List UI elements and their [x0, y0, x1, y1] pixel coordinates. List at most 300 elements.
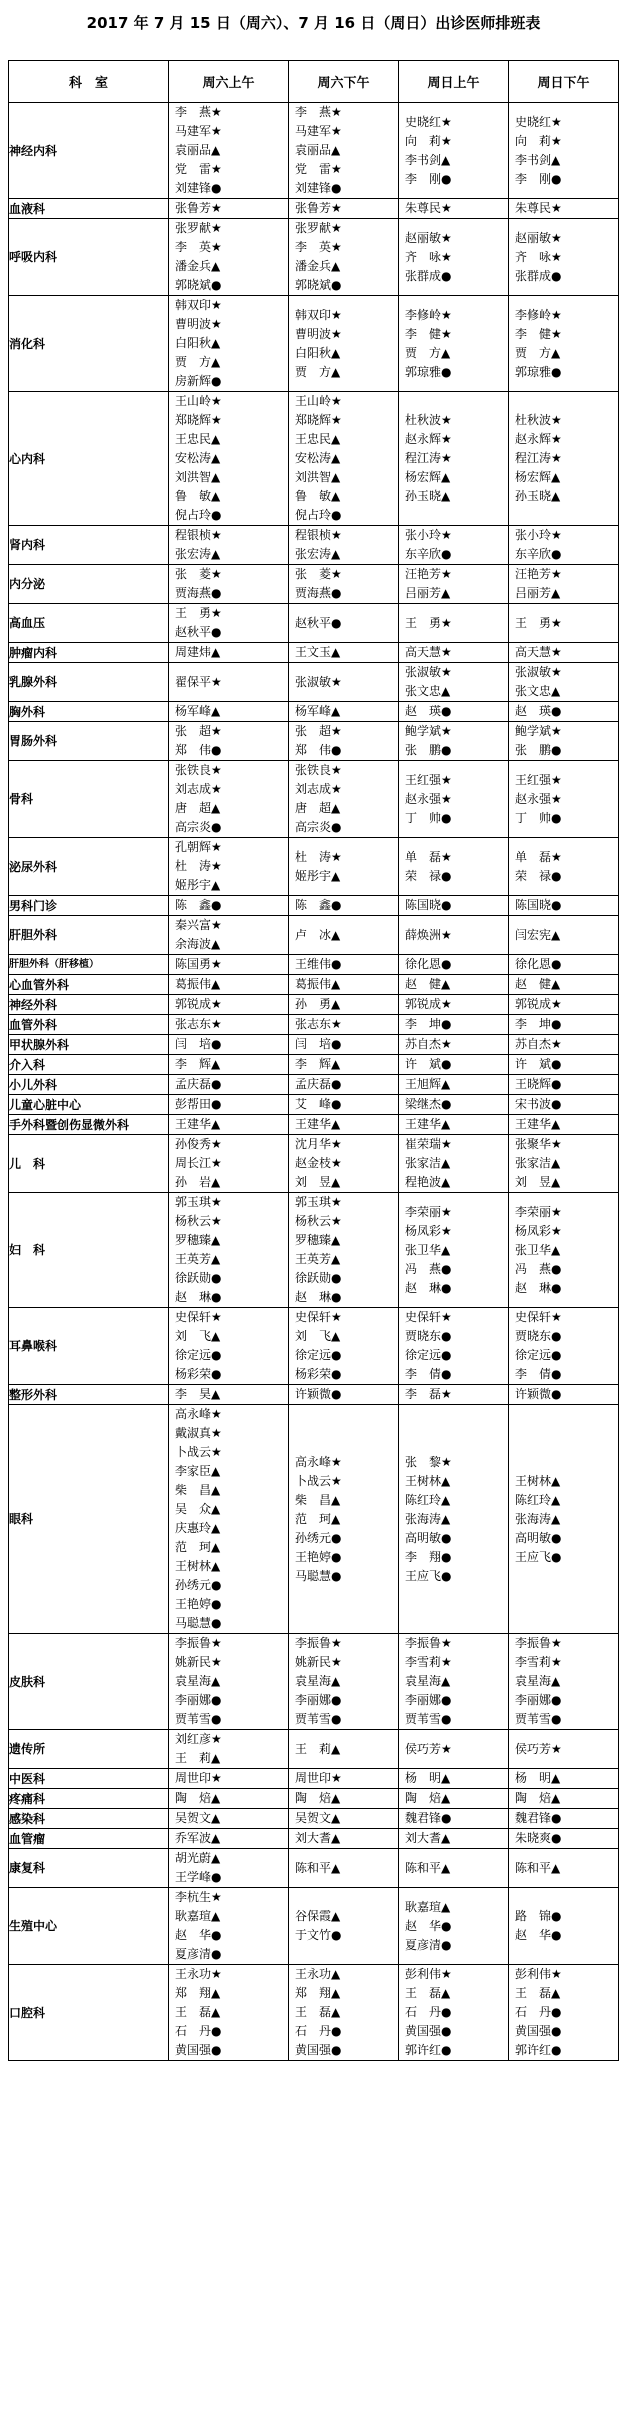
- doctor-name: 姬彤宇▲: [175, 878, 221, 892]
- doctor-name: 耿嘉瑄▲: [175, 1909, 221, 1923]
- doctor-name: 李雪莉★: [515, 1655, 562, 1669]
- doctor-name: 郑 伟●: [175, 743, 222, 757]
- doctor-name: 王维伟●: [295, 957, 342, 971]
- cell-sun-afternoon: [509, 722, 619, 761]
- doctor-name: 贾 方▲: [515, 345, 561, 360]
- doctor-name: 赵 琳●: [405, 1280, 452, 1295]
- cell-sat-afternoon: [289, 199, 399, 219]
- doctor-name: 袁星海▲: [175, 1674, 221, 1688]
- cell-sat-morning: [169, 392, 289, 526]
- doctor-name: 李 辉▲: [175, 1057, 221, 1071]
- doctor-name: 陈国晓●: [515, 898, 562, 912]
- cell-sun-afternoon: [509, 103, 619, 199]
- doctor-name: 李 刚●: [515, 171, 562, 186]
- doctor-name: 白阳秋▲: [175, 336, 221, 350]
- doctor-name: 杨宏辉▲: [515, 470, 561, 484]
- cell-sat-morning: [169, 955, 289, 975]
- cell-sat-afternoon: [289, 1730, 399, 1769]
- doctor-name: 梁继杰●: [405, 1097, 452, 1111]
- doctor-name: 耿嘉瑄▲: [405, 1899, 451, 1914]
- doctor-name: 马聪慧●: [175, 1616, 222, 1630]
- doctor-name: 史保轩★: [515, 1310, 562, 1324]
- doctor-name: 孙玉晓▲: [405, 489, 451, 503]
- doctor-name: 周长江★: [175, 1156, 222, 1170]
- cell-sat-afternoon: [289, 103, 399, 199]
- cell-sat-morning: [169, 1075, 289, 1095]
- doctor-name: 王 勇★: [405, 615, 452, 630]
- cell-sun-morning: [399, 955, 509, 975]
- doctor-name: 赵 华●: [175, 1928, 222, 1942]
- doctor-name: 石 丹●: [405, 2005, 452, 2019]
- table-row: [9, 955, 619, 975]
- cell-sun-morning: [399, 1095, 509, 1115]
- doctor-name: 张 鹏●: [405, 743, 452, 757]
- doctor-name: 高宗炎●: [175, 820, 222, 834]
- doctor-name: 杨 明▲: [405, 1771, 451, 1785]
- cell-sat-afternoon: [289, 722, 399, 761]
- doctor-name: 李振鲁★: [295, 1636, 342, 1650]
- doctor-name: 曹明波★: [175, 317, 222, 331]
- doctor-name: 杜秋波★: [405, 413, 452, 427]
- cell-sat-morning: [169, 995, 289, 1015]
- doctor-name: 贾苇雪●: [175, 1712, 222, 1726]
- cell-sun-afternoon: [509, 296, 619, 392]
- cell-sun-morning: [399, 1035, 509, 1055]
- department-name: 神经内科: [9, 103, 169, 199]
- doctor-name: 吕丽芳▲: [515, 586, 561, 600]
- cell-sat-afternoon: [289, 1829, 399, 1849]
- doctor-name: 杨秋云★: [295, 1214, 342, 1228]
- doctor-name: 李丽娜●: [515, 1693, 562, 1707]
- doctor-name: 李丽娜●: [295, 1693, 342, 1707]
- doctor-name: 王 莉▲: [175, 1751, 221, 1765]
- doctor-name: 王树林▲: [175, 1559, 221, 1573]
- doctor-name: 吴贺文▲: [175, 1811, 221, 1825]
- department-name: 皮肤科: [9, 1634, 169, 1730]
- doctor-name: 艾 峰●: [295, 1097, 342, 1111]
- cell-sat-morning: [169, 838, 289, 896]
- cell-sun-morning: [399, 916, 509, 955]
- cell-sat-morning: [169, 702, 289, 722]
- doctor-name: 东辛欣●: [515, 547, 562, 561]
- doctor-name: 李 倩●: [515, 1367, 562, 1381]
- department-name: 整形外科: [9, 1385, 169, 1405]
- department-name: 眼科: [9, 1405, 169, 1634]
- doctor-name: 荣 禄●: [515, 868, 562, 883]
- doctor-name: 于文竹●: [295, 1928, 342, 1942]
- cell-sun-afternoon: [509, 955, 619, 975]
- doctor-name: 郭许红●: [515, 2043, 562, 2057]
- doctor-name: 徐定远●: [175, 1348, 222, 1362]
- doctor-name: 王建华▲: [295, 1117, 341, 1131]
- cell-sat-morning: [169, 1193, 289, 1308]
- doctor-name: 贾海燕●: [295, 586, 342, 600]
- department-name: 乳腺外科: [9, 663, 169, 702]
- doctor-name: 李 倩●: [405, 1367, 452, 1381]
- doctor-name: 陈国勇★: [175, 957, 222, 971]
- doctor-name: 张小玲★: [515, 528, 562, 542]
- cell-sat-afternoon: [289, 838, 399, 896]
- department-name: 儿童心脏中心: [9, 1095, 169, 1115]
- doctor-name: 许 斌●: [405, 1057, 452, 1071]
- doctor-name: 赵秋平●: [175, 625, 222, 639]
- cell-sun-afternoon: [509, 1135, 619, 1193]
- doctor-name: 杨凤彩★: [515, 1223, 562, 1238]
- cell-sun-afternoon: [509, 219, 619, 296]
- cell-sat-morning: [169, 1135, 289, 1193]
- doctor-name: 葛振伟▲: [175, 977, 221, 991]
- cell-sun-afternoon: [509, 995, 619, 1015]
- doctor-name: 石 丹●: [515, 2005, 562, 2019]
- doctor-name: 范 珂▲: [175, 1540, 221, 1554]
- doctor-name: 彭利伟★: [515, 1967, 562, 1981]
- cell-sat-morning: [169, 1095, 289, 1115]
- doctor-name: 李书剑▲: [515, 152, 561, 167]
- doctor-name: 王 勇★: [175, 606, 222, 620]
- doctor-name: 彭帮田●: [175, 1097, 222, 1111]
- table-row: [9, 1075, 619, 1095]
- doctor-name: 王建华▲: [405, 1117, 451, 1131]
- doctor-name: 齐 咏★: [405, 249, 452, 264]
- doctor-name: 卜战云★: [175, 1445, 222, 1459]
- doctor-name: 闫宏宪▲: [515, 927, 561, 942]
- doctor-name: 李振鲁★: [515, 1636, 562, 1650]
- doctor-name: 马聪慧●: [295, 1568, 342, 1583]
- cell-sat-afternoon: [289, 1193, 399, 1308]
- cell-sun-afternoon: [509, 1115, 619, 1135]
- doctor-name: 周世印★: [175, 1771, 222, 1785]
- department-name: 肾内科: [9, 526, 169, 565]
- cell-sat-afternoon: [289, 995, 399, 1015]
- doctor-name: 李 燕★: [295, 105, 342, 119]
- doctor-name: 陶 焙▲: [515, 1791, 561, 1805]
- doctor-name: 曹明波★: [295, 326, 342, 341]
- doctor-name: 朱尊民★: [515, 201, 562, 215]
- cell-sat-afternoon: [289, 219, 399, 296]
- doctor-name: 戴淑真★: [175, 1426, 222, 1440]
- doctor-name: 赵 琳●: [295, 1290, 342, 1304]
- doctor-name: 袁星海▲: [515, 1674, 561, 1688]
- doctor-name: 刘 飞▲: [295, 1329, 341, 1343]
- department-name: 泌尿外科: [9, 838, 169, 896]
- doctor-name: 张志东★: [295, 1017, 342, 1031]
- doctor-name: 吴贺文▲: [295, 1811, 341, 1825]
- cell-sat-morning: [169, 1405, 289, 1634]
- doctor-name: 赵永辉★: [405, 432, 452, 446]
- cell-sat-morning: [169, 1849, 289, 1888]
- cell-sun-afternoon: [509, 1730, 619, 1769]
- doctor-name: 黄国强●: [175, 2043, 222, 2057]
- cell-sun-morning: [399, 1789, 509, 1809]
- cell-sat-afternoon: [289, 1055, 399, 1075]
- doctor-name: 苏自杰★: [405, 1037, 452, 1051]
- doctor-name: 许颖微●: [515, 1387, 562, 1401]
- doctor-name: 丁 帅●: [515, 810, 562, 825]
- doctor-name: 王永功▲: [295, 1967, 341, 1981]
- cell-sat-afternoon: [289, 1015, 399, 1035]
- cell-sun-morning: [399, 1015, 509, 1035]
- doctor-name: 倪占玲●: [295, 508, 342, 522]
- cell-sun-afternoon: [509, 1405, 619, 1634]
- doctor-name: 刘志成★: [295, 782, 342, 796]
- doctor-name: 周建炜▲: [175, 645, 221, 659]
- doctor-name: 郭锐成★: [405, 997, 452, 1011]
- doctor-name: 王艳婷●: [295, 1549, 342, 1564]
- doctor-name: 党 雷★: [295, 162, 342, 176]
- header-sat-morning: 周六上午: [169, 61, 289, 103]
- doctor-name: 王英芳▲: [175, 1252, 221, 1266]
- doctor-name: 史晓红★: [515, 114, 562, 129]
- cell-sun-afternoon: [509, 702, 619, 722]
- cell-sun-morning: [399, 761, 509, 838]
- cell-sat-morning: [169, 761, 289, 838]
- cell-sun-afternoon: [509, 1075, 619, 1095]
- doctor-name: 张淑敏★: [295, 674, 342, 689]
- doctor-name: 程江涛★: [405, 451, 452, 465]
- table-row: [9, 392, 619, 526]
- doctor-name: 李 坤●: [405, 1017, 452, 1031]
- cell-sun-afternoon: [509, 1769, 619, 1789]
- doctor-name: 郭玉琪★: [295, 1195, 342, 1209]
- cell-sat-afternoon: [289, 1965, 399, 2061]
- cell-sat-afternoon: [289, 955, 399, 975]
- cell-sun-afternoon: [509, 1965, 619, 2061]
- cell-sun-morning: [399, 1769, 509, 1789]
- table-row: [9, 1135, 619, 1193]
- doctor-name: 赵 琳●: [175, 1290, 222, 1304]
- doctor-name: 刘洪智▲: [175, 470, 221, 484]
- doctor-name: 孙 岩▲: [175, 1175, 221, 1189]
- doctor-name: 高永峰★: [295, 1454, 342, 1469]
- doctor-name: 高天慧★: [515, 645, 562, 659]
- department-name: 妇 科: [9, 1193, 169, 1308]
- cell-sun-morning: [399, 995, 509, 1015]
- doctor-name: 白阳秋▲: [295, 345, 341, 360]
- doctor-name: 余海波▲: [175, 937, 221, 951]
- cell-sun-afternoon: [509, 1015, 619, 1035]
- table-row: [9, 1789, 619, 1809]
- cell-sat-morning: [169, 916, 289, 955]
- cell-sat-afternoon: [289, 1308, 399, 1385]
- doctor-name: 翟保平★: [175, 674, 222, 689]
- doctor-name: 朱晓爽●: [515, 1831, 562, 1845]
- doctor-name: 郭锐成★: [515, 997, 562, 1011]
- doctor-name: 张 超★: [175, 724, 222, 738]
- cell-sat-afternoon: [289, 1035, 399, 1055]
- cell-sat-morning: [169, 526, 289, 565]
- department-name: 神经外科: [9, 995, 169, 1015]
- doctor-name: 安松涛▲: [295, 451, 341, 465]
- doctor-name: 贾苇雪●: [405, 1712, 452, 1726]
- cell-sat-morning: [169, 663, 289, 702]
- doctor-name: 黄国强●: [295, 2043, 342, 2057]
- doctor-name: 徐化恩●: [405, 957, 452, 971]
- table-row: [9, 838, 619, 896]
- header-row: [9, 61, 619, 103]
- doctor-name: 沈月华★: [295, 1137, 342, 1151]
- doctor-name: 赵 华●: [515, 1928, 562, 1942]
- doctor-name: 贾苇雪●: [295, 1712, 342, 1726]
- doctor-name: 徐定远●: [295, 1348, 342, 1362]
- doctor-name: 郑晓辉★: [295, 413, 342, 427]
- doctor-name: 赵 华●: [405, 1918, 452, 1933]
- table-row: [9, 1965, 619, 2061]
- doctor-name: 王 莉▲: [295, 1741, 341, 1756]
- doctor-name: 李 磊★: [405, 1387, 452, 1401]
- doctor-name: 倪占玲●: [175, 508, 222, 522]
- doctor-name: 苏自杰★: [515, 1037, 562, 1051]
- department-name: 高血压: [9, 604, 169, 643]
- cell-sun-morning: [399, 1385, 509, 1405]
- doctor-name: 袁丽品▲: [295, 143, 341, 157]
- cell-sat-afternoon: [289, 1769, 399, 1789]
- cell-sun-afternoon: [509, 838, 619, 896]
- table-row: [9, 1095, 619, 1115]
- department-name: 耳鼻喉科: [9, 1308, 169, 1385]
- cell-sun-morning: [399, 1809, 509, 1829]
- cell-sat-afternoon: [289, 761, 399, 838]
- doctor-name: 王忠民▲: [175, 432, 221, 446]
- doctor-name: 赵永强★: [515, 791, 562, 806]
- table-row: [9, 1115, 619, 1135]
- table-row: [9, 663, 619, 702]
- doctor-name: 高宗炎●: [295, 820, 342, 834]
- doctor-name: 袁丽品▲: [175, 143, 221, 157]
- doctor-name: 孙绣元●: [175, 1578, 222, 1592]
- doctor-name: 张 菱★: [295, 567, 342, 581]
- doctor-name: 郭锐成★: [175, 997, 222, 1011]
- department-name: 心内科: [9, 392, 169, 526]
- doctor-name: 赵 健▲: [405, 977, 451, 991]
- doctor-name: 闫 培●: [295, 1037, 342, 1051]
- doctor-name: 夏彦清●: [405, 1937, 452, 1952]
- table-row: [9, 1809, 619, 1829]
- doctor-name: 冯 燕●: [405, 1261, 452, 1276]
- doctor-name: 刘 飞▲: [175, 1329, 221, 1343]
- doctor-name: 房新辉●: [175, 374, 222, 388]
- header-sun-morning: 周日上午: [399, 61, 509, 103]
- doctor-name: 李荣丽★: [405, 1204, 452, 1219]
- doctor-name: 张宏涛▲: [175, 547, 221, 561]
- doctor-name: 鲍学斌★: [515, 724, 562, 738]
- department-name: 血管外科: [9, 1015, 169, 1035]
- doctor-name: 刘大耆▲: [405, 1831, 451, 1845]
- doctor-name: 刘红彦★: [175, 1732, 222, 1746]
- cell-sun-afternoon: [509, 1385, 619, 1405]
- cell-sat-afternoon: [289, 916, 399, 955]
- doctor-name: 张群成●: [405, 268, 452, 283]
- cell-sat-afternoon: [289, 565, 399, 604]
- cell-sat-afternoon: [289, 296, 399, 392]
- doctor-name: 谷保霞▲: [295, 1909, 341, 1923]
- doctor-name: 侯巧芳★: [515, 1741, 562, 1756]
- cell-sun-morning: [399, 296, 509, 392]
- doctor-name: 马建军★: [295, 124, 342, 138]
- doctor-name: 张海涛▲: [405, 1511, 451, 1526]
- doctor-name: 张卫华▲: [515, 1242, 561, 1257]
- doctor-name: 王应飞●: [515, 1549, 562, 1564]
- doctor-name: 韩双印★: [175, 298, 222, 312]
- doctor-name: 杜秋波★: [515, 413, 562, 427]
- doctor-name: 鲍学斌★: [405, 724, 452, 738]
- doctor-name: 赵秋平●: [295, 615, 342, 630]
- cell-sat-morning: [169, 722, 289, 761]
- department-name: 口腔科: [9, 1965, 169, 2061]
- doctor-name: 张家洁▲: [405, 1156, 451, 1170]
- doctor-name: 党 雷★: [175, 162, 222, 176]
- department-name: 男科门诊: [9, 896, 169, 916]
- doctor-name: 刘建锋●: [295, 181, 342, 195]
- cell-sun-afternoon: [509, 392, 619, 526]
- cell-sun-morning: [399, 1888, 509, 1965]
- doctor-name: 王树林▲: [515, 1473, 561, 1488]
- doctor-name: 杜 涛★: [295, 849, 342, 864]
- cell-sun-afternoon: [509, 1888, 619, 1965]
- doctor-name: 侯巧芳★: [405, 1741, 452, 1756]
- doctor-name: 赵 琳●: [515, 1280, 562, 1295]
- table-row: [9, 916, 619, 955]
- doctor-name: 陶 焙▲: [175, 1791, 221, 1805]
- cell-sun-morning: [399, 199, 509, 219]
- cell-sat-morning: [169, 1769, 289, 1789]
- cell-sat-morning: [169, 643, 289, 663]
- cell-sat-afternoon: [289, 1115, 399, 1135]
- doctor-name: 杜 涛★: [175, 859, 222, 873]
- doctor-name: 徐定远●: [515, 1348, 562, 1362]
- doctor-name: 李 健★: [405, 326, 452, 341]
- cell-sun-afternoon: [509, 199, 619, 219]
- table-row: [9, 1385, 619, 1405]
- doctor-name: 赵 瑛●: [405, 704, 452, 718]
- doctor-name: 张文忠▲: [515, 684, 561, 698]
- cell-sat-morning: [169, 219, 289, 296]
- doctor-name: 高天慧★: [405, 645, 452, 659]
- doctor-name: 李修岭★: [515, 307, 562, 322]
- table-row: [9, 1730, 619, 1769]
- doctor-name: 高永峰★: [175, 1407, 222, 1421]
- doctor-name: 闫 培●: [175, 1037, 222, 1051]
- cell-sat-morning: [169, 1035, 289, 1055]
- doctor-name: 张罗献★: [175, 221, 222, 235]
- doctor-name: 刘 昱▲: [515, 1175, 561, 1189]
- cell-sat-morning: [169, 1385, 289, 1405]
- table-row: [9, 1035, 619, 1055]
- doctor-name: 赵金枝★: [295, 1156, 342, 1170]
- cell-sun-morning: [399, 975, 509, 995]
- doctor-name: 秦兴富★: [175, 918, 222, 932]
- doctor-name: 张家洁▲: [515, 1156, 561, 1170]
- table-row: [9, 103, 619, 199]
- doctor-name: 张志东★: [175, 1017, 222, 1031]
- doctor-name: 李杭生★: [175, 1890, 222, 1904]
- doctor-name: 夏彦清●: [175, 1947, 222, 1961]
- cell-sun-afternoon: [509, 1308, 619, 1385]
- doctor-name: 刘洪智▲: [295, 470, 341, 484]
- department-name: 骨科: [9, 761, 169, 838]
- department-name: 胃肠外科: [9, 722, 169, 761]
- doctor-name: 张 鹏●: [515, 743, 562, 757]
- cell-sun-afternoon: [509, 565, 619, 604]
- doctor-name: 齐 咏★: [515, 249, 562, 264]
- cell-sat-afternoon: [289, 1135, 399, 1193]
- doctor-name: 石 丹●: [175, 2024, 222, 2038]
- doctor-name: 黄国强●: [515, 2024, 562, 2038]
- department-name: 康复科: [9, 1849, 169, 1888]
- cell-sun-morning: [399, 1193, 509, 1308]
- doctor-name: 张小玲★: [405, 528, 452, 542]
- doctor-name: 柴 昌▲: [295, 1492, 341, 1507]
- doctor-name: 赵永强★: [405, 791, 452, 806]
